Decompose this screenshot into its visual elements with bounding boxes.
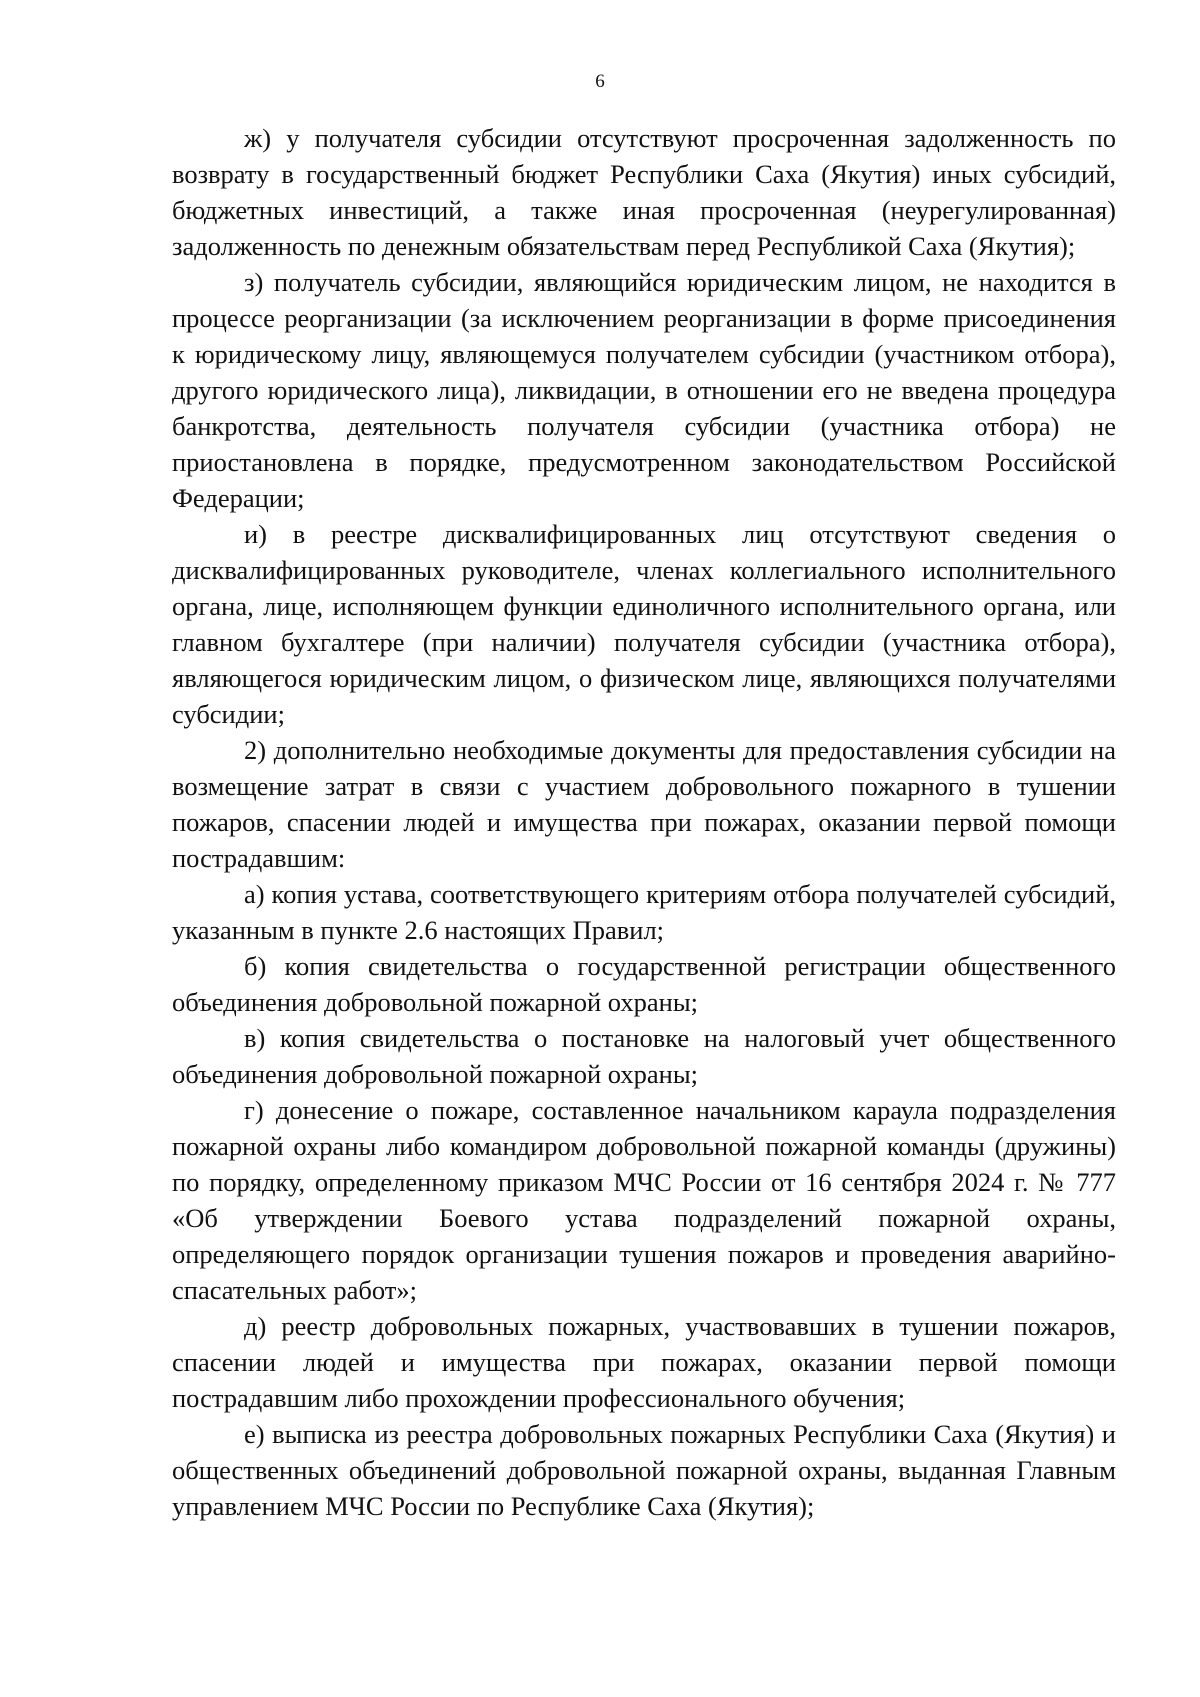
paragraph-v: в) копия свидетельства о постановке на налоговый учет общественного объединения добровольной пожарной охраны;: [172, 1023, 1116, 1089]
paragraph-d: д) реестр добровольных пожарных, участвовавших в тушении пожаров, спасении людей и имущества при пожарах, оказании первой помощи пострадавшим либо прохождении профессионального обучения;: [172, 1311, 1116, 1413]
paragraph-i: и) в реестре дисквалифицированных лиц отсутствуют сведения о дисквалифицированных руководителе, членах коллегиального исполнительного органа, лице, исполняющем функции единоличного исполнительного органа, или главном бухгалтере (при наличии) получателя субсидии (участника отбора), являющегося юридическим лицом, о физическом лице, являющихся получателями субсидии;: [172, 519, 1116, 729]
paragraph-e: е) выписка из реестра добровольных пожарных Республики Саха (Якутия) и общественных объединений добровольной пожарной охраны, выданная Главным управлением МЧС России по Республике Саха (Якутия);: [172, 1419, 1116, 1521]
paragraph-b: б) копия свидетельства о государственной регистрации общественного объединения добровольной пожарной охраны;: [172, 951, 1116, 1017]
page-number: 6: [595, 71, 605, 92]
paragraph-z: з) получатель субсидии, являющийся юридическим лицом, не находится в процессе реорганизации (за исключением реорганизации в форме присоединения к юридическому лицу, являющемуся получателем субсидии (участником отбора), другого юридического лица), ликвидации, в отношении его не введена процедура банкротства, деятельность получателя субсидии (участника отбора) не приостановлена в порядке, предусмотренном законодательством Российской Федерации;: [172, 267, 1116, 513]
paragraph-g: г) донесение о пожаре, составленное начальником караула подразделения пожарной охраны либо командиром добровольной пожарной команды (дружины) по порядку, определенному приказом МЧС России от 16 сентября 2024 г. № 777 «Об утверждении Боевого устава подразделений пожарной охраны, определяющего порядок организации тушения пожаров и проведения аварийно-спасательных работ»;: [172, 1095, 1116, 1305]
paragraph-2: 2) дополнительно необходимые документы для предоставления субсидии на возмещение затрат в связи с участием добровольного пожарного в тушении пожаров, спасении людей и имущества при пожарах, оказании первой помощи пострадавшим:: [172, 735, 1116, 873]
paragraph-zh: ж) у получателя субсидии отсутствуют просроченная задолженность по возврату в государственный бюджет Республики Саха (Якутия) иных субсидий, бюджетных инвестиций, а также иная просроченная (неурегулированная) задолженность по денежным обязательствам перед Республикой Саха (Якутия);: [172, 123, 1116, 261]
paragraph-a: а) копия устава, соответствующего критериям отбора получателей субсидий, указанным в пункте 2.6 настоящих Правил;: [172, 879, 1116, 945]
document-body: [172, 120, 1116, 1524]
